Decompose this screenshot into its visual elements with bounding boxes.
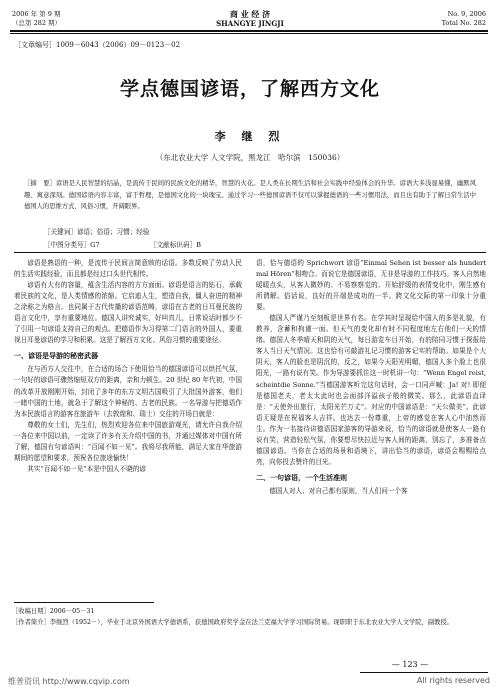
keywords: ［关键词］谚语；俗语；习惯；经验 — [44, 228, 150, 236]
journal-issue-en — [442, 10, 486, 28]
watermark-rights: All rights reserved — [416, 676, 490, 685]
author-affiliation: （东北农业大学 人文学院，黑龙江 哈尔滨 150036） — [155, 153, 345, 162]
body-rule — [14, 252, 486, 253]
section-heading-1: 一、谚语是导游的秘密武器 — [14, 351, 98, 361]
journal-issue — [12, 10, 61, 28]
footnote — [12, 606, 488, 628]
article-number: ［文章编号］1009－6043（2006）09－0123－02 — [14, 41, 181, 49]
header-rule — [10, 30, 488, 32]
issue-number: 2006 年 第 9 期 — [12, 10, 61, 18]
footer-rule — [360, 672, 488, 673]
footnote-rule — [14, 602, 154, 603]
abstract: ［摘 要］谚语是人民智慧的结晶，是流传于民间的民族文化的精华，智慧的火花。是人类在长期生活和社会实践中经验体会的升华。谚语大多浅显易懂，幽默风趣、寓意深刻。德国谚语内容丰富，富于哲理，是德国文化的一块瑰宝。通过学习一些德国谚语不仅可以掌握德语的一些习惯用法，而且也有助于了解日常生活中德国人的思维方式、风俗习惯，开阔眼界。 — [24, 180, 476, 210]
journal-title-cn: 商 业 经 济 — [229, 9, 271, 19]
paragraph: 语，恰与德语的 Sprichwort 谚语“Einmal Sehen ist besser als hundert mal Hören”相吻合。而说它是德国谚语，无非是导游的工作技巧。客人自然地暖暖点头，从客人微妙的、不易察察觉的、开始舒缓的表情变化中，刚生感有所谓解。俗话说，良好的开端是成功的一半。跨文化交际的第一印象十分重要。 — [256, 259, 486, 312]
left-column — [14, 258, 242, 475]
paragraph: 德国人对人、对自己都有原则，当人们问一个客 — [269, 486, 408, 495]
paragraph: 德国人严谨乃至刻板是世界有名。在学其时呈现给中国人的多是礼貌，有教养，含蓄和拘谨一面。但天气的变化却有时不同程度地左右他们一天的情绪。德国人冬季晴天和阴的天气，每日游览车目开始，有的陪同习惯于探报给客人当日天气情况。这也恰有可敲游礼记习惯的游客记实的帮助。如果是个大阴天，客人的脸也是阴沉的，反之，如果今天阳光明媚，德国人多个脸上也很阳光，一路有说有笑。作为导游要抓住这一时机讲一句：“Wenn Engel reist, scheintdie Sonne.”当德国游客听完这句话时，会一口同声喊：Ja! 对! 即便是德国老夫，老太太此时也会面部洋溢孩子般的微笑。那么，此谚语直译是：“天使外出旅行，太阳光芒万丈”。对应的中国谚语是：“天公做美”。此谚语无疑是在祝福客人吉祥。也达去一份尊重，上帝的感觉在客人心中油然而生。作为一名接待讲德语国家游客的导游来说，恰当的谚语就是使客人一路有说有笑，营造轻松气氛，你要想尽快拉近与客人间的距离，别忘了，多准备点德国谚语。当你在合适的场景和语境下，讲出恰当的谚语，谚语会赐赐给点亮，向你投去赞许的目光。 — [256, 314, 486, 466]
paragraph: 尊敬的女士们，先生们，热烈欢迎各位来中国旅游观光，请允许自我介绍一各位来中国以前，一定读了许多有关介绍中国的书，并通过媒体对中国有所了解，德国有句谚语叫：“百闻不如一见”。我将尽我所能，满足大家在华旅游期间的愿望和要求，预祝各位旅途愉快！ — [14, 420, 242, 462]
issue-number-en: No. 9, 2006 — [447, 10, 486, 18]
total-issue-en: Total No. 282 — [441, 19, 486, 27]
paragraph: 谚语是熟语的一种，是流传于民间言简意赅的话语。多数反映了劳动人民的生活实践经验，而且都是经过口头世代相传。 — [14, 259, 242, 279]
author-bio: ［作者简介］李继烈（1952－），毕业于北京外国语大学德语系，获德国政府奖学金在法兰克福大学学习国际贸易。现职职于东北农业大学人文学院，副教授。 — [12, 619, 454, 626]
paragraph: 其实“百闻不如一见”本是中国人不晓的谚 — [27, 464, 147, 473]
paragraph: 谚语有大有的容量，蕴含生活内容的方方面面。谚语是语言的钻石，承载着民族的文化，是人类情感的浓缩。它启迪人生，塑造自我，僵人奋进的精神之涂称之为格言。也同属于古代传播的谚语范畴，谚语在古老的日耳曼民族的语言文化中，享有重要地位。德国人讲究诚实，好叫真儿，日常说话时都少不了引用一句谚语支持自己的观点。把德语作为习得第二门语言的外国人，要重视日耳曼谚语的学习和积累。这是了解西方文化、风俗习惯的重要途径。 — [14, 281, 242, 345]
total-issue: （总第 282 期） — [12, 19, 62, 27]
watermark-source: 维普资讯 http://www.cqvip.com — [8, 677, 130, 686]
page-number: — 123 — — [391, 660, 429, 669]
paragraph: 在与西方人交往中，在合适的场合下使用恰当的德国谚语可以烘托气氛，一句好的谚语可骤然缩短双方的距离，亲和力顿生。20 世纪 80 年代初，中国的改革开放刚刚开始，封闭了多年的东方文明古国吸引了大批国外游客，他们一睹中国的土地，就急于了解这个神秘的、古老的民族。一名导游与把德语作为本民族语言的游客在旅游车（去敦煌和、瑞士）交往的开场白就是： — [14, 365, 242, 418]
right-column — [256, 258, 486, 497]
section-heading-2: 二、一句谚语，一个生活准则 — [256, 472, 347, 482]
received-date: ［收稿日期］2006－05－31 — [12, 608, 95, 615]
document-code: ［文献标识码］B — [150, 241, 202, 249]
classification-code: ［中图分类号］G7 — [44, 241, 100, 249]
article-title: 学点德国谚语，了解西方文化 — [119, 78, 380, 100]
journal-title-en: SHANGYE JINGJI — [216, 19, 284, 28]
journal-name — [170, 10, 330, 28]
header-rule-thin — [10, 33, 488, 34]
author-name: 李 继 烈 — [214, 130, 286, 143]
